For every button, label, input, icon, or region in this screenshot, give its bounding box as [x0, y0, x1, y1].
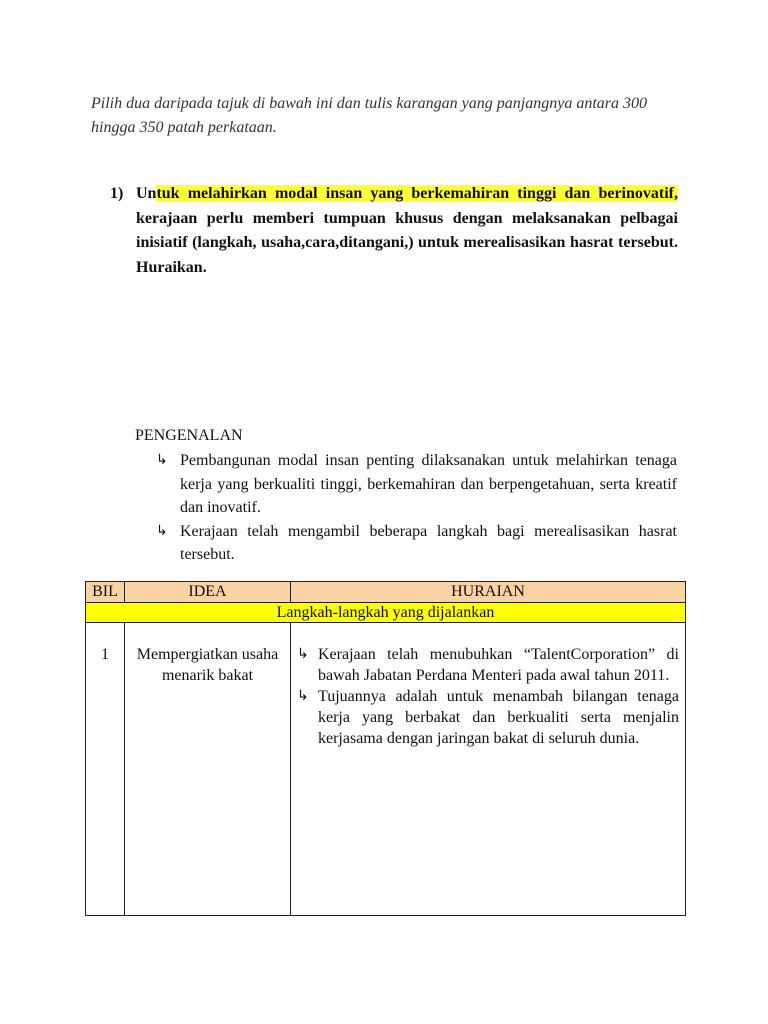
introduction-list	[156, 449, 677, 567]
introduction-point-text: Kerajaan telah mengambil beberapa langkah bagi merealisasikan hasrat tersebut.	[180, 522, 677, 563]
question-text-start: Un	[136, 185, 157, 202]
row-idea-cell	[125, 623, 291, 916]
huraian-point-text: Kerajaan telah menubuhkan “TalentCorporation” di bawah Jabatan Perdana Menteri pada awal tahun 2011.	[318, 646, 679, 684]
introduction-point	[156, 449, 677, 520]
steps-table	[85, 581, 686, 916]
header-bil: BIL	[86, 582, 125, 603]
header-idea: IDEA	[125, 582, 291, 603]
table-header-row	[86, 582, 686, 603]
section-title: Langkah-langkah yang dijalankan	[86, 603, 686, 623]
huraian-point	[297, 686, 679, 749]
hollow-arrow-bullet-icon: ↳	[156, 452, 168, 468]
row-bil-cell	[86, 623, 125, 916]
huraian-point	[297, 644, 679, 686]
introduction-point-text: Pembangunan modal insan penting dilaksanakan untuk melahirkan tenaga kerja yang berkualiti tinggi, berkemahiran dan berpengetahuan, serta kreatif dan inovatif.	[180, 452, 677, 516]
introduction-point	[156, 520, 677, 567]
header-huraian: HURAIAN	[291, 582, 686, 603]
instruction-text: Pilih dua daripada tajuk di bawah ini dan tulis karangan yang panjangnya antara 300 hingga 350 patah perkataan.	[91, 95, 647, 136]
question-number: 1)	[110, 185, 124, 202]
hollow-arrow-bullet-icon: ↳	[297, 688, 309, 704]
question-body	[136, 182, 678, 280]
row-huraian-cell	[291, 623, 686, 916]
table-row	[86, 623, 686, 916]
table-section-row	[86, 603, 686, 623]
introduction-title: PENGENALAN	[135, 427, 243, 444]
essay-question	[110, 182, 678, 280]
huraian-point-text: Tujuannya adalah untuk menambah bilangan tenaga kerja yang berbakat dan berkualiti serta menjalin kerjasama dengan jaringan bakat di seluruh dunia.	[318, 688, 679, 747]
question-text-rest: kerajaan perlu memberi tumpuan khusus dengan melaksanakan pelbagai inisiatif (langkah, usaha,cara,ditangani,) untuk merealisasikan hasrat tersebut. Huraikan.	[136, 209, 678, 276]
hollow-arrow-bullet-icon: ↳	[297, 646, 309, 662]
question-highlighted-text: tuk melahirkan modal insan yang berkemahiran tinggi dan berinovatif,	[156, 185, 678, 202]
row-bil: 1	[101, 646, 109, 663]
hollow-arrow-bullet-icon: ↳	[156, 522, 168, 539]
huraian-list	[291, 623, 685, 749]
row-idea: Mempergiatkan usaha menarik bakat	[136, 646, 279, 684]
